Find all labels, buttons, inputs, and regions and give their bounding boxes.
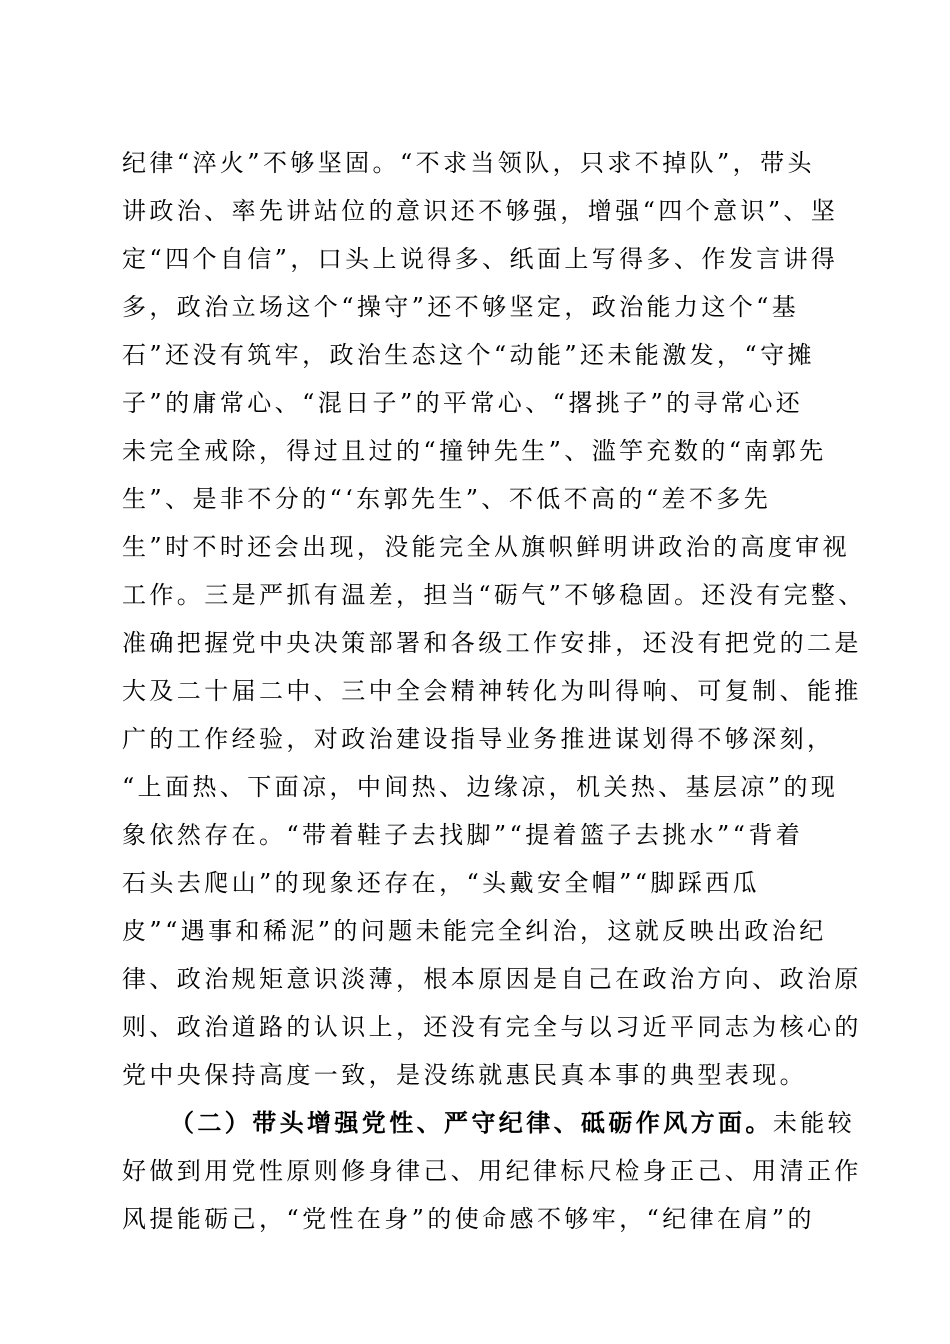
section-heading: （二）带头增强党性、严守纪律、砥砺作风方面。 — [170, 1108, 773, 1137]
paragraph-line: 纪律“淬火”不够坚固。“不求当领队，只求不掉队”，带头 — [122, 149, 815, 177]
paragraph-line: 大及二十届二中、三中全会精神转化为叫得响、可复制、能推 — [122, 677, 862, 705]
paragraph-line: 则、政治道路的认识上，还没有完全与以习近平同志为核心的 — [122, 1013, 862, 1041]
paragraph-line: 皮”“遇事和稀泥”的问题未能完全纠治，这就反映出政治纪 — [122, 917, 827, 945]
paragraph-line: 定“四个自信”，口头上说得多、纸面上写得多、作发言讲得 — [122, 245, 839, 273]
section-heading-line — [170, 1103, 856, 1143]
paragraph-line: 好做到用党性原则修身律己、用纪律标尺检身正己、用清正作 — [122, 1157, 862, 1185]
paragraph-line: 风提能砺己，“党性在身”的使命感不够牢，“纪律在肩”的 — [122, 1205, 815, 1233]
paragraph-line: 广的工作经验，对政治建设指导业务推进谋划得不够深刻， — [122, 725, 835, 753]
paragraph-line: 石”还没有筑牢，政治生态这个“动能”还未能激发，“守摊 — [122, 341, 815, 369]
paragraph-line: 准确把握党中央决策部署和各级工作安排，还没有把党的二是 — [122, 629, 862, 657]
paragraph-line: 生”时不时还会出现，没能完全从旗帜鲜明讲政治的高度审视 — [122, 533, 851, 561]
paragraph-line: 石头去爬山”的现象还存在，“头戴安全帽”“脚踩西瓜 — [122, 869, 761, 897]
paragraph-line: 工作。三是严抓有温差，担当“砺气”不够稳固。还没有完整、 — [122, 581, 866, 609]
paragraph-line: 讲政治、率先讲站位的意识还不够强，增强“四个意识”、坚 — [122, 197, 839, 225]
section-heading-rest: 未能较 — [772, 1109, 856, 1137]
paragraph-line: 未完全戒除，得过且过的“撞钟先生”、滥竽充数的“南郭先 — [122, 437, 827, 465]
paragraph-line: 象依然存在。“带着鞋子去找脚”“提着篮子去挑水”“背着 — [122, 821, 804, 849]
paragraph-line: “上面热、下面凉，中间热、边缘凉，机关热、基层凉”的现 — [122, 773, 839, 801]
paragraph-line: 多，政治立场这个“操守”还不够坚定，政治能力这个“基 — [122, 293, 800, 321]
paragraph-line: 子”的庸常心、“混日子”的平常心、“撂挑子”的寻常心还 — [122, 389, 804, 417]
paragraph-line: 律、政治规矩意识淡薄，根本原因是自己在政治方向、政治原 — [122, 965, 862, 993]
paragraph-line: 党中央保持高度一致，是没练就惠民真本事的典型表现。 — [122, 1061, 807, 1089]
paragraph-line: 生”、是非不分的“‘东郭先生”、不低不高的“差不多先 — [122, 485, 772, 513]
